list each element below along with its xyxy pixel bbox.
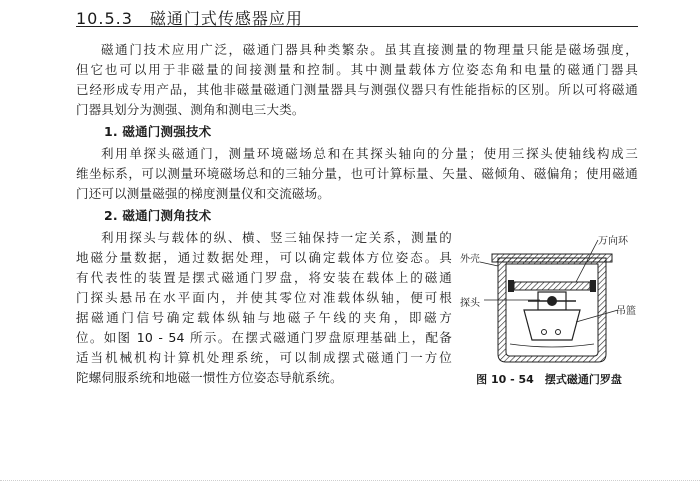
intro-line-3: 已经形成专用产品，其他非磁量磁通门测量器具与测强仪器只有性能指标的区别。所以可将磁通 xyxy=(76,82,638,97)
title-underline xyxy=(76,26,638,27)
tech2-line-4: 门探头悬吊在水平面内，并使其零位对准载体纵轴，便可根 xyxy=(76,290,452,305)
tech2-line-8: 陀螺伺服系统和地磁一惯性方位姿态导航系统。 xyxy=(76,370,343,385)
figure-pendulum-compass xyxy=(458,232,640,392)
tech1-line-1: 利用单探头磁通门，测量环境磁场总和在其探头轴向的分量；使用三探头使轴线构成三 xyxy=(101,146,638,161)
label-outer-shell: 外壳 xyxy=(460,254,480,265)
heading-strength-tech: 1. 磁通门测强技术 xyxy=(104,124,212,139)
section-title: 10.5.3 磁通门式传感器应用 xyxy=(76,9,303,28)
tech2-line-3: 有代表性的装置是摆式磁通门罗盘，将安装在载体上的磁通 xyxy=(76,270,452,285)
tech2-line-2: 地磁分量数据，通过数据处理，可以确定载体方位姿态。具 xyxy=(76,250,452,265)
tech2-line-5: 据磁通门信号确定载体纵轴与地磁子午线的夹角，即磁方 xyxy=(76,310,452,325)
tech2-line-7: 适当机械机构计算机处理系统，可以制成摆式磁通门一方位 xyxy=(76,350,452,365)
heading-angle-tech: 2. 磁通门测角技术 xyxy=(104,208,212,223)
tech1-line-3: 门还可以测量磁强的梯度测量仪和交流磁场。 xyxy=(76,186,331,201)
pendulum-compass-drawing xyxy=(458,232,640,368)
intro-line-4: 门器具划分为测强、测角和测电三大类。 xyxy=(76,102,305,117)
tech2-line-1: 利用探头与载体的纵、横、竖三轴保持一定关系，测量的 xyxy=(101,230,452,245)
label-probe: 探头 xyxy=(460,298,480,309)
shell-lid xyxy=(492,254,612,262)
page-bottom-rule xyxy=(0,480,700,481)
hanging-basket xyxy=(524,310,580,340)
tech2-line-6: 位。如图 10 - 54 所示。在摆式磁通门罗盘原理基础上，配备 xyxy=(76,330,452,345)
tech1-line-2: 维坐标系，可以测量环境磁场总和的三轴分量，也可计算标量、矢量、磁倾角、磁偏角；使用磁通 xyxy=(76,166,638,181)
intro-line-2: 但它也可以用于非磁量的间接测量和控制。其中测量载体方位姿态角和电量的磁通门器具 xyxy=(76,62,638,77)
gimbal-pivot-right xyxy=(590,280,596,292)
label-gimbal-ring: 万向环 xyxy=(598,236,628,247)
gimbal-pivot-left xyxy=(508,280,514,292)
gimbal-ring xyxy=(514,282,590,290)
intro-line-1: 磁通门技术应用广泛，磁通门器具种类繁杂。虽其直接测量的物理量只能是磁场强度， xyxy=(101,42,638,57)
label-basket: 吊篮 xyxy=(616,306,636,317)
figure-caption: 图 10 - 54 摆式磁通门罗盘 xyxy=(476,373,622,386)
